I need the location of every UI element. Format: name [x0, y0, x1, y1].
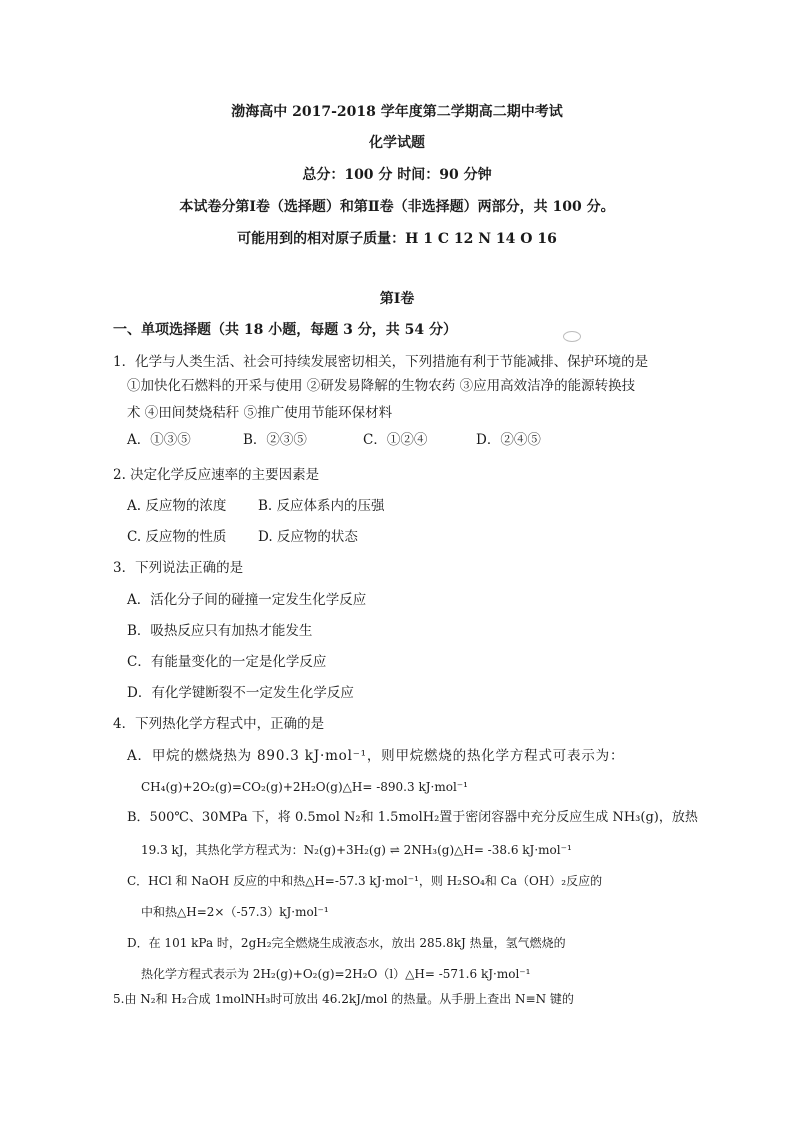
atomic-mass-note: 可能用到的相对原子质量：H 1 C 12 N 14 O 16 [237, 231, 557, 247]
option-d: D．在 101 kPa 时，2gH₂完全燃烧生成液态水，放出 285.8kJ 热量，氢气燃烧的 [127, 936, 566, 950]
score-time-line: 总分：100 分 时间：90 分钟 [302, 167, 492, 183]
question-text: ①加快化石燃料的开采与使用 ②研发易降解的生物农药 ③应用高效洁净的能源转换技 [127, 378, 636, 394]
option-c: C. 反应物的性质 [127, 529, 227, 545]
volume-title: 第Ⅰ卷 [379, 291, 415, 307]
part-title: 一、单项选择题（共 18 小题，每题 3 分，共 54 分） [113, 322, 457, 338]
question-stem: 3．下列说法正确的是 [113, 560, 244, 576]
question-text: 术 ④田间焚烧秸秆 ⑤推广使用节能环保材料 [127, 405, 393, 421]
option-c: C．HCl 和 NaOH 反应的中和热△H=-57.3 kJ·mol⁻¹，则 H₂SO₄和 Ca（OH）₂反应的 [127, 874, 603, 888]
structure-note: 本试卷分第Ⅰ卷（选择题）和第Ⅱ卷（非选择题）两部分，共 100 分。 [179, 199, 615, 215]
question-stem: 4．下列热化学方程式中，正确的是 [113, 716, 325, 732]
option-d: D．有化学键断裂不一定发生化学反应 [127, 685, 354, 701]
equation: CH₄(g)+2O₂(g)=CO₂(g)+2H₂O(g)△H= -890.3 kJ·mol⁻¹ [141, 780, 468, 794]
option-b: B．吸热反应只有加热才能发生 [127, 623, 313, 639]
equation: 19.3 kJ，其热化学方程式为：N₂(g)+3H₂(g) ⇌ 2NH₃(g)△H= -38.6 kJ·mol⁻¹ [141, 843, 572, 857]
scan-mark [563, 331, 581, 342]
equation: 热化学方程式表示为 2H₂(g)+O₂(g)=2H₂O（l）△H= -571.6 kJ·mol⁻¹ [141, 967, 531, 981]
option-d: D．②④⑤ [476, 432, 541, 448]
option-a: A. 反应物的浓度 [127, 498, 227, 514]
option-c: C．有能量变化的一定是化学反应 [127, 654, 327, 670]
subject-title: 化学试题 [369, 135, 425, 151]
exam-title: 渤海高中 2017-2018 学年度第二学期高二期中考试 [231, 104, 563, 120]
option-b: B．②③⑤ [243, 432, 307, 448]
question-stem: 2. 决定化学反应速率的主要因素是 [113, 467, 320, 483]
option-b: B．500℃、30MPa 下，将 0.5mol N₂和 1.5molH₂置于密闭容器中充分反应生成 NH₃(g)，放热 [127, 810, 698, 825]
option-a: A．活化分子间的碰撞一定发生化学反应 [127, 592, 367, 608]
equation: 中和热△H=2×（-57.3）kJ·mol⁻¹ [141, 905, 329, 919]
question-stem: 1．化学与人类生活、社会可持续发展密切相关，下列措施有利于节能减排、保护环境的是 [113, 354, 649, 370]
option-b: B. 反应体系内的压强 [258, 498, 385, 514]
option-a: A．①③⑤ [127, 432, 191, 448]
question-stem: 5.由 N₂和 H₂合成 1molNH₃时可放出 46.2kJ/mol 的热量。从手册上查出 N≡N 键的 [113, 992, 574, 1006]
option-a: A．甲烷的燃烧热为 890.3 kJ·mol⁻¹，则甲烷燃烧的热化学方程式可表示为： [127, 748, 625, 764]
option-c: C．①②④ [363, 432, 428, 448]
option-d: D. 反应物的状态 [258, 529, 358, 545]
